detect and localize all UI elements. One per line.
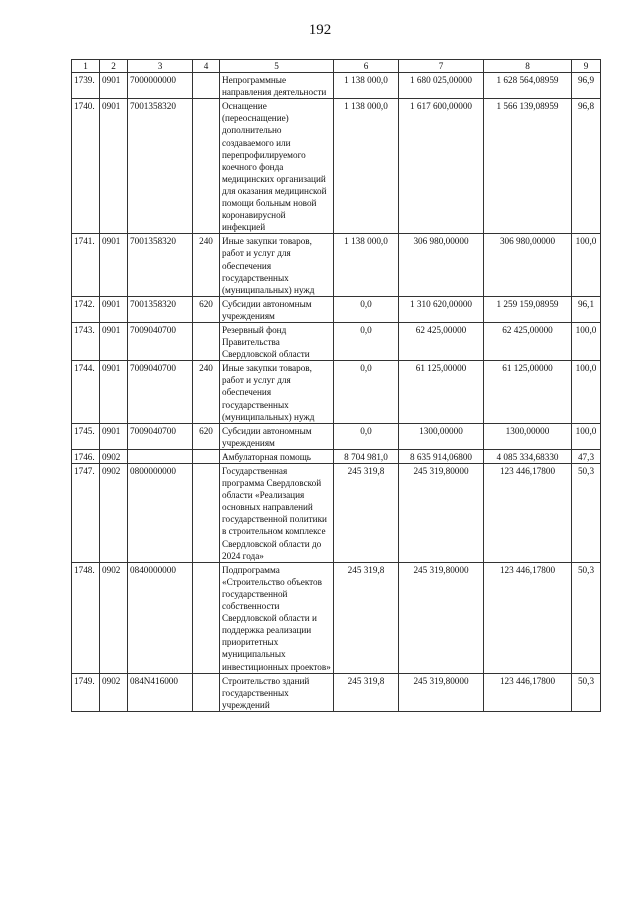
executed-amount-cell: 123 446,17800 [484,464,572,563]
plan-amount-cell: 1 138 000,0 [334,73,399,99]
target-code-cell: 7009040700 [128,423,193,449]
section-code-cell: 0901 [100,423,128,449]
expense-type-cell: 620 [193,423,220,449]
table-row [72,234,601,296]
plan-amount-cell: 245 319,8 [334,562,399,673]
section-code-cell: 0901 [100,296,128,322]
percent-cell: 50,3 [572,464,601,563]
expense-type-cell [193,562,220,673]
percent-cell: 96,9 [572,73,601,99]
target-code-cell: 7009040700 [128,361,193,423]
percent-cell: 96,8 [572,99,601,234]
approved-amount-cell: 1300,00000 [399,423,484,449]
column-header: 9 [572,60,601,73]
name-cell: Субсидии автономным учреждениям [220,296,334,322]
executed-amount-cell: 4 085 334,68330 [484,449,572,463]
name-cell: Оснащение (переоснащение) дополнительно создаваемого или перепрофилируемого коечного фонда медицинских организаций для оказания медицинской помощи больным новой коронавирусной инфекцией [220,99,334,234]
approved-amount-cell: 8 635 914,06800 [399,449,484,463]
row-number-cell: 1743. [72,322,100,360]
row-number-cell: 1748. [72,562,100,673]
column-header: 2 [100,60,128,73]
page-number: 192 [308,22,332,38]
section-code-cell: 0902 [100,449,128,463]
plan-amount-cell: 245 319,8 [334,673,399,711]
target-code-cell: 7009040700 [128,322,193,360]
plan-amount-cell: 0,0 [334,296,399,322]
table-row [72,673,601,711]
name-cell: Амбулаторная помощь [220,449,334,463]
approved-amount-cell: 245 319,80000 [399,464,484,563]
row-number-cell: 1744. [72,361,100,423]
section-code-cell: 0901 [100,361,128,423]
executed-amount-cell: 1300,00000 [484,423,572,449]
executed-amount-cell: 62 425,00000 [484,322,572,360]
name-cell: Субсидии автономным учреждениям [220,423,334,449]
expense-type-cell: 620 [193,296,220,322]
section-code-cell: 0901 [100,322,128,360]
table-row [72,99,601,234]
executed-amount-cell: 123 446,17800 [484,673,572,711]
percent-cell: 50,3 [572,562,601,673]
executed-amount-cell: 1 628 564,08959 [484,73,572,99]
expense-type-cell [193,73,220,99]
percent-cell: 100,0 [572,423,601,449]
table-body [72,73,601,712]
name-cell: Иные закупки товаров, работ и услуг для обеспечения государственных (муниципальных) нужд [220,234,334,296]
approved-amount-cell: 1 680 025,00000 [399,73,484,99]
target-code-cell [128,449,193,463]
approved-amount-cell: 245 319,80000 [399,562,484,673]
name-cell: Государственная программа Свердловской области «Реализация основных направлений государственной политики в строительном комплексе Свердловской области до 2024 года» [220,464,334,563]
table-row [72,73,601,99]
section-code-cell: 0902 [100,464,128,563]
target-code-cell: 0800000000 [128,464,193,563]
percent-cell: 100,0 [572,361,601,423]
executed-amount-cell: 1 259 159,08959 [484,296,572,322]
section-code-cell: 0902 [100,562,128,673]
target-code-cell: 084N416000 [128,673,193,711]
expense-type-cell [193,322,220,360]
table-row [72,322,601,360]
expense-type-cell: 240 [193,361,220,423]
approved-amount-cell: 306 980,00000 [399,234,484,296]
table-row [72,361,601,423]
header-row [72,60,601,73]
name-cell: Непрограммные направления деятельности [220,73,334,99]
approved-amount-cell: 1 310 620,00000 [399,296,484,322]
column-header: 5 [220,60,334,73]
section-code-cell: 0901 [100,73,128,99]
row-number-cell: 1742. [72,296,100,322]
row-number-cell: 1739. [72,73,100,99]
target-code-cell: 7001358320 [128,99,193,234]
row-number-cell: 1745. [72,423,100,449]
table-row [72,562,601,673]
plan-amount-cell: 1 138 000,0 [334,234,399,296]
section-code-cell: 0901 [100,99,128,234]
expense-type-cell [193,464,220,563]
table-row [72,423,601,449]
executed-amount-cell: 61 125,00000 [484,361,572,423]
name-cell: Резервный фонд Правительства Свердловской области [220,322,334,360]
approved-amount-cell: 62 425,00000 [399,322,484,360]
name-cell: Строительство зданий государственных учреждений [220,673,334,711]
expense-type-cell [193,673,220,711]
row-number-cell: 1746. [72,449,100,463]
plan-amount-cell: 8 704 981,0 [334,449,399,463]
column-header: 4 [193,60,220,73]
table-row [72,464,601,563]
plan-amount-cell: 0,0 [334,322,399,360]
approved-amount-cell: 1 617 600,00000 [399,99,484,234]
executed-amount-cell: 1 566 139,08959 [484,99,572,234]
target-code-cell: 0840000000 [128,562,193,673]
target-code-cell: 7000000000 [128,73,193,99]
target-code-cell: 7001358320 [128,296,193,322]
column-header: 7 [399,60,484,73]
expense-type-cell: 240 [193,234,220,296]
percent-cell: 100,0 [572,322,601,360]
name-cell: Подпрограмма «Строительство объектов государственной собственности Свердловской области и поддержка реализации приоритетных муниципальных инвестиционных проектов» [220,562,334,673]
section-code-cell: 0901 [100,234,128,296]
column-header: 1 [72,60,100,73]
percent-cell: 47,3 [572,449,601,463]
table-row [72,449,601,463]
budget-table [71,59,601,712]
expense-type-cell [193,99,220,234]
expense-type-cell [193,449,220,463]
row-number-cell: 1740. [72,99,100,234]
row-number-cell: 1749. [72,673,100,711]
table-row [72,296,601,322]
name-cell: Иные закупки товаров, работ и услуг для обеспечения государственных (муниципальных) нужд [220,361,334,423]
target-code-cell: 7001358320 [128,234,193,296]
percent-cell: 96,1 [572,296,601,322]
column-header: 3 [128,60,193,73]
plan-amount-cell: 0,0 [334,361,399,423]
row-number-cell: 1747. [72,464,100,563]
percent-cell: 50,3 [572,673,601,711]
approved-amount-cell: 245 319,80000 [399,673,484,711]
plan-amount-cell: 0,0 [334,423,399,449]
executed-amount-cell: 123 446,17800 [484,562,572,673]
percent-cell: 100,0 [572,234,601,296]
approved-amount-cell: 61 125,00000 [399,361,484,423]
column-header: 6 [334,60,399,73]
executed-amount-cell: 306 980,00000 [484,234,572,296]
plan-amount-cell: 1 138 000,0 [334,99,399,234]
plan-amount-cell: 245 319,8 [334,464,399,563]
section-code-cell: 0902 [100,673,128,711]
row-number-cell: 1741. [72,234,100,296]
column-header: 8 [484,60,572,73]
